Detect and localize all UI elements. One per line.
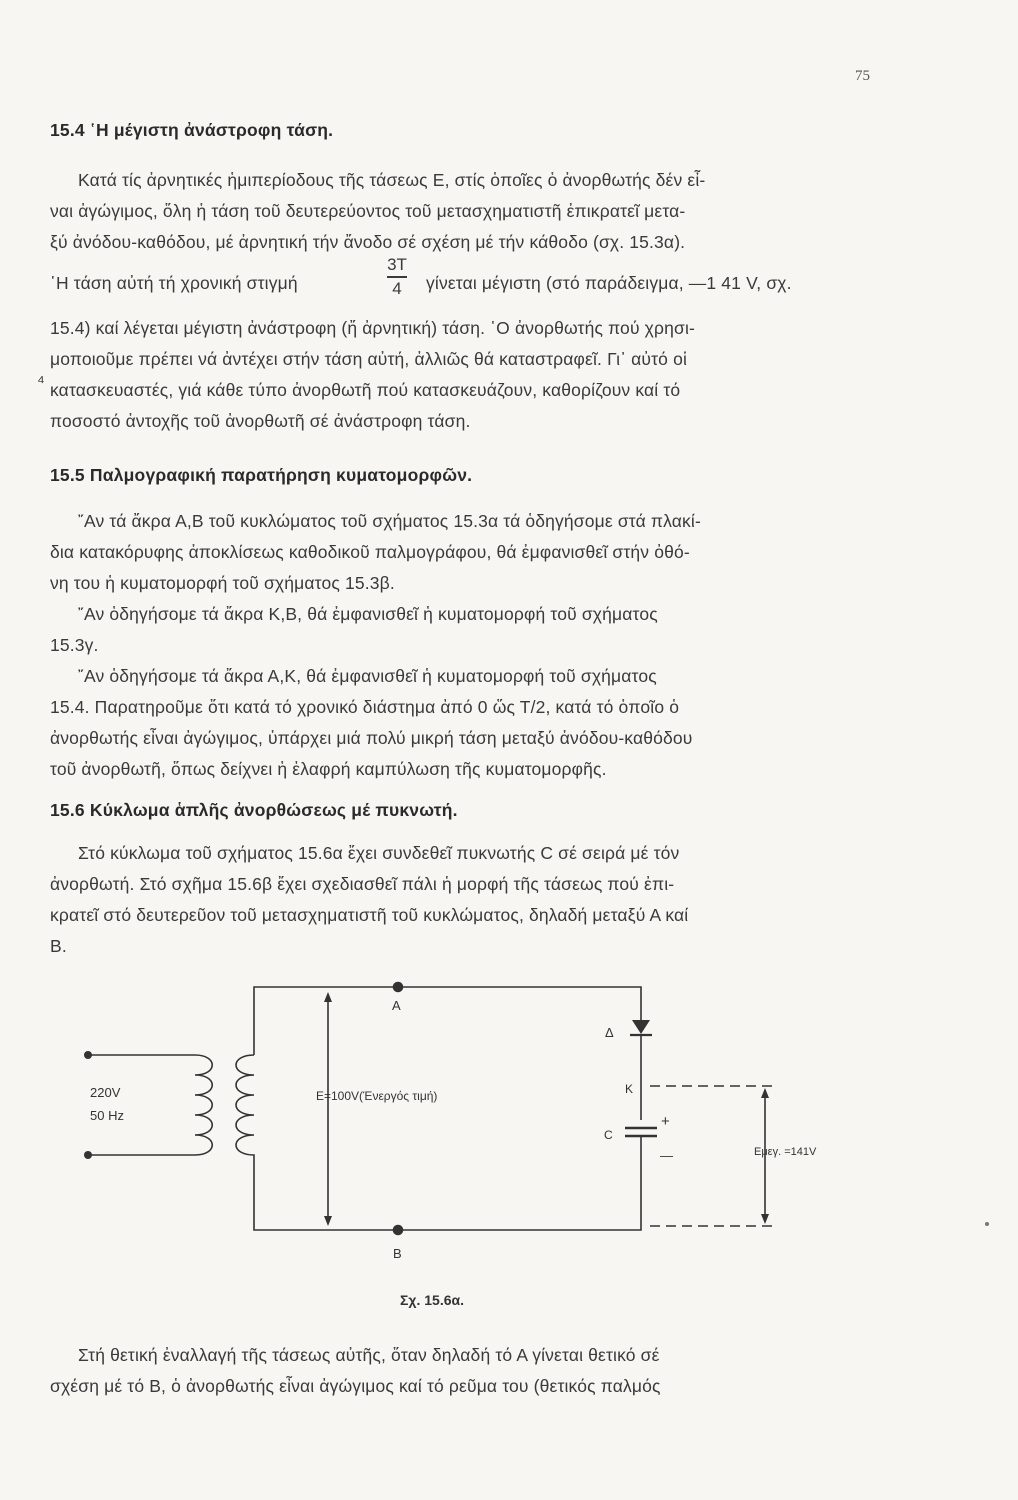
section-15-5-heading: 15.5 Παλμογραφική παρατήρηση κυματομορφῶν.: [50, 465, 473, 485]
source-frequency-label: 50 Hz: [90, 1108, 124, 1123]
secondary-coil: [236, 1055, 254, 1168]
top-left-wire: [254, 987, 328, 1055]
paragraph-line: Β.: [50, 936, 67, 956]
paragraph-line: Στό κύκλωμα τοῦ σχήματος 15.6α ἔχει συνδεθεῖ πυκνωτής C σέ σειρά μέ τόν: [78, 843, 680, 863]
bottom-wire: [254, 1160, 641, 1230]
fraction-denominator: 4: [392, 278, 402, 298]
primary-terminal-bottom: [84, 1151, 92, 1159]
capacitor-label: C: [604, 1128, 613, 1142]
node-a-dot: [394, 983, 403, 992]
primary-terminal-top: [84, 1051, 92, 1059]
paragraph-line: σχέση μέ τό Β, ὁ ἀνορθωτής εἶναι ἀγώγιμος καί τό ρεῦμα του (θετικός παλμός: [50, 1376, 661, 1396]
paragraph-line: ἀνορθωτή. Στό σχῆμα 15.6β ἔχει σχεδιασθεῖ πάλι ἡ μορφή τῆς τάσεως πού ἐπι-: [50, 874, 675, 894]
emf-arrowhead-bottom: [324, 1216, 332, 1226]
capacitor-plus-sign: +: [661, 1113, 670, 1130]
paragraph-line: ξύ ἀνόδου-καθόδου, μέ ἀρνητική τήν ἄνοδο σέ σχέση μέ τήν κάθοδο (σχ. 15.3α).: [50, 232, 686, 252]
paragraph-line: ἀνορθωτής εἶναι ἀγώγιμος, ὑπάρχει μιά πολύ μικρή τάση μεταξύ ἀνόδου-καθόδου: [50, 728, 693, 748]
fraction-numerator: 3T: [387, 255, 407, 274]
source-voltage-label: 220V: [90, 1085, 121, 1100]
paragraph-line: κρατεῖ στό δευτερεῦον τοῦ μετασχηματιστῆ τοῦ κυκλώματος, δηλαδή μεταξύ Α καί: [50, 905, 689, 925]
emf-label: E=100V(Ένεργός τιμή): [316, 1089, 438, 1103]
figure-caption: Σχ. 15.6α.: [400, 1292, 464, 1308]
paragraph-line: Κατά τίς ἀρνητικές ἡμιπερίοδους τῆς τάσεως Ε, στίς ὁποῖες ὁ ἀνορθωτής δέν εἶ-: [78, 170, 706, 190]
paragraph-line: ῎Αν τά ἄκρα Α,Β τοῦ κυκλώματος τοῦ σχήματος 15.3α τά ὁδηγήσομε στά πλακί-: [78, 511, 701, 531]
page-number: 75: [855, 68, 870, 84]
diode-label: Δ: [605, 1025, 614, 1040]
paragraph-line: ναι ἀγώγιμος, ὅλη ἡ τάση τοῦ δευτερεύοντος τοῦ μετασχηματιστῆ ἐπικρατεῖ μετα-: [50, 201, 686, 221]
node-b-dot: [394, 1226, 403, 1235]
paragraph-line: ῾Η τάση αὐτή τή χρονική στιγμή: [50, 273, 298, 293]
emf-arrowhead-top: [324, 992, 332, 1002]
paragraph-line: 15.4) καί λέγεται μέγιστη ἀνάστροφη (ἤ ἀρνητική) τάση. ῾Ο ἀνορθωτής πού χρησι-: [50, 318, 695, 338]
diode-symbol: [632, 1020, 650, 1034]
closing-paragraph: [50, 1340, 888, 1402]
margin-mark: ⁴: [37, 372, 45, 392]
emax-arrowhead-bottom: [761, 1214, 769, 1224]
paragraph-line: νη του ἡ κυματομορφή τοῦ σχήματος 15.3β.: [50, 573, 395, 593]
node-a-label: A: [392, 998, 401, 1013]
stray-dot: [985, 1222, 989, 1226]
paragraph-line: γίνεται μέγιστη (στό παράδειγμα, —1 41 V, σχ.: [426, 273, 792, 293]
paragraph-line: Στή θετική ἐναλλαγή τῆς τάσεως αὐτῆς, ὅταν δηλαδή τό Α γίνεται θετικό σέ: [78, 1345, 660, 1365]
paragraph-line: ποσοστό ἀντοχῆς τοῦ ἀνορθωτῆ σέ ἀνάστροφη τάση.: [50, 411, 471, 431]
paragraph-line: κατασκευαστές, γιά κάθε τύπο ἀνορθωτῆ πού κατασκευάζουν, καθορίζουν καί τό: [50, 380, 681, 400]
paragraph-line: μοποιοῦμε πρέπει νά ἀντέχει στήν τάση αὐτή, ἀλλιῶς θά καταστραφεῖ. Γι᾿ αὐτό οἱ: [50, 349, 687, 369]
paragraph-line: δια κατακόρυφης ἀποκλίσεως καθοδικοῦ παλμογράφου, θά ἐμφανισθεῖ στήν ὀθό-: [50, 542, 690, 562]
paragraph-line: 15.3γ.: [50, 635, 99, 655]
node-k-label: K: [625, 1082, 634, 1096]
emax-label: Eμεγ. =141V: [754, 1146, 817, 1158]
emax-arrowhead-top: [761, 1088, 769, 1098]
paragraph-line: ῎Αν ὁδηγήσομε τά ἄκρα Κ,Β, θά ἐμφανισθεῖ ἡ κυματομορφή τοῦ σχήματος: [78, 604, 658, 624]
paragraph-line: τοῦ ἀνορθωτῆ, ὅπως δείχνει ἡ ἐλαφρή καμπύλωση τῆς κυματομορφῆς.: [50, 759, 607, 779]
section-15-6-heading: 15.6 Κύκλωμα ἁπλῆς ἀνορθώσεως μέ πυκνωτή.: [50, 800, 458, 820]
top-right-wire: [328, 987, 641, 1020]
node-b-label: B: [393, 1246, 402, 1261]
capacitor-minus-sign: —: [660, 1148, 673, 1163]
paragraph-line: 15.4. Παρατηροῦμε ὅτι κατά τό χρονικό διάστημα ἀπό 0 ὥς Τ/2, κατά τό ὁποῖο ὁ: [50, 697, 680, 717]
primary-coil: [195, 1055, 212, 1155]
section-15-4-heading: 15.4 ῾Η μέγιστη ἀνάστροφη τάση.: [50, 120, 334, 140]
paragraph-line: ῎Αν ὁδηγήσομε τά ἄκρα Α,Κ, θά ἐμφανισθεῖ ἡ κυματομορφή τοῦ σχήματος: [78, 666, 657, 686]
